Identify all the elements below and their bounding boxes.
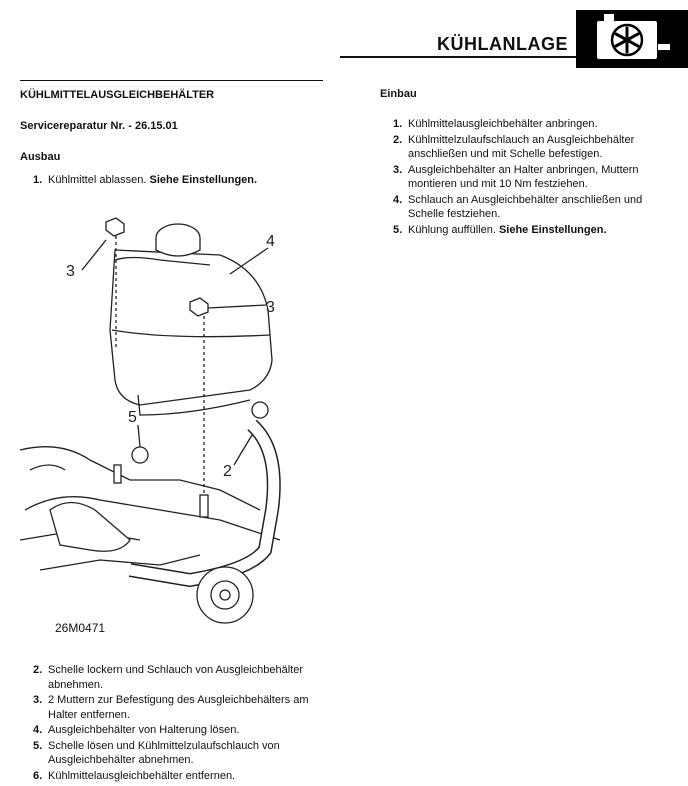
list-item: 1. Kühlmittel ablassen. Siehe Einstellungen. [33,174,258,186]
list-item: 4. Ausgleichbehälter von Halterung lösen. [33,724,240,736]
list-item: 2. Kühlmittelzulaufschlauch an Ausgleichbehälter anschließen und mit Schelle befestigen. [393,133,635,160]
list-item: 3. Ausgleichbehälter an Halter anbringen, Muttern montieren und mit 10 Nm festziehen. [393,163,639,190]
callout-3-right: 3 [266,299,275,316]
radiator-fan-icon [576,10,688,68]
removal-heading: Ausbau [20,151,61,163]
left-column [20,80,323,181]
cross-reference: Siehe Einstellungen. [149,174,258,186]
reservoir-body [110,250,272,405]
installation-heading: Einbau [380,88,417,100]
right-column [380,88,670,238]
service-number: Servicereparatur Nr. - 26.15.01 [20,120,178,132]
figure-code: 26M0471 [55,621,106,635]
list-item: 5. Kühlung auffüllen. Siehe Einstellungen. [393,223,607,236]
clip-upper [252,402,268,418]
nut-top-left [106,218,124,236]
installation-steps [380,117,670,237]
list-item: 4. Schlauch an Ausgleichbehälter anschließen und Schelle festziehen. [393,193,643,220]
section-rule [20,80,323,81]
clip-lower [132,447,148,463]
removal-steps-bottom [20,663,330,784]
list-item: 6. Kühlmittelausgleichbehälter entfernen. [33,769,236,782]
chapter-title: KÜHLANLAGE [437,34,568,54]
cross-reference: Siehe Einstellungen. [498,223,607,236]
list-item: 5. Schelle lösen und Kühlmittelzulaufschlauch von Ausgleichbehälter abnehmen. [33,739,280,766]
list-item: 3. 2 Muttern zur Befestigung des Ausgleichbehälters am Halter entfernen. [33,694,309,721]
removal-steps-top [20,173,330,189]
exploded-diagram [20,210,320,650]
section-title: KÜHLMITTELAUSGLEICHBEHÄLTER [20,89,215,101]
pulley [197,567,253,623]
callout-2: 2 [223,463,232,480]
callout-3-left: 3 [66,263,75,280]
callout-4: 4 [266,233,275,250]
list-item: 1. Kühlmittelausgleichbehälter anbringen. [393,118,598,130]
callout-5: 5 [128,409,137,426]
list-item: 2. Schelle lockern und Schlauch von Ausgleichbehälter abnehmen. [33,664,303,691]
